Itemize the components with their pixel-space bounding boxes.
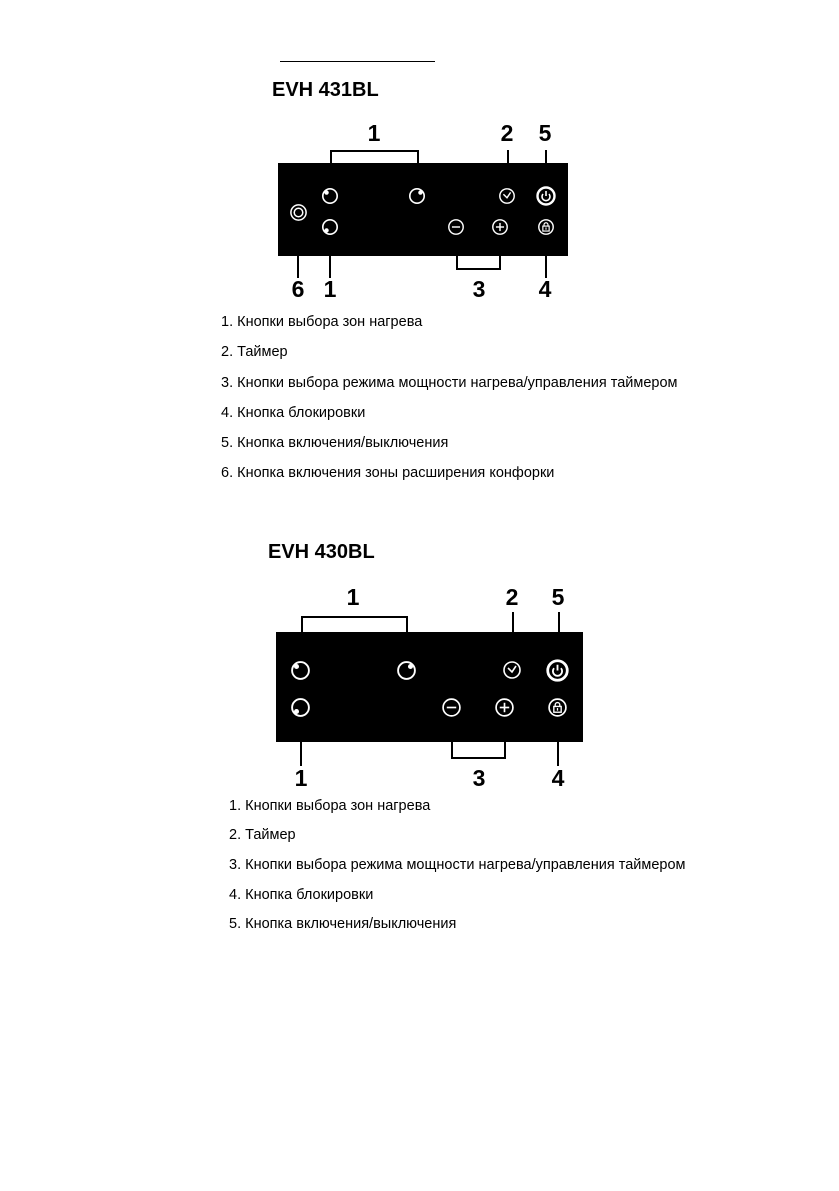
control-panel-evh430bl	[276, 632, 583, 742]
zone-top-right-icon[interactable]	[396, 660, 417, 681]
leader-extension	[297, 226, 299, 278]
bracket-zones-top	[330, 150, 419, 152]
callout-6-extension: 6	[291, 276, 305, 302]
bracket-minus-plus	[451, 757, 506, 759]
legend-item: 6. Кнопка включения зоны расширения конфорки	[221, 465, 555, 481]
legend-item: 5. Кнопка включения/выключения	[221, 435, 449, 451]
leader-minus	[451, 718, 453, 758]
callout-3-minus-plus: 3	[472, 276, 486, 302]
power-icon[interactable]	[546, 659, 569, 682]
legend-item: 5. Кнопка включения/выключения	[229, 916, 457, 932]
zone-top-right-icon[interactable]	[408, 187, 426, 205]
lock-icon[interactable]	[547, 697, 568, 718]
legend-item: 1. Кнопки выбора зон нагрева	[221, 314, 423, 330]
leader-plus	[499, 236, 501, 269]
plus-icon[interactable]	[494, 697, 515, 718]
leader-zone-bottom	[329, 240, 331, 278]
zone-extension-icon[interactable]	[289, 203, 308, 222]
legend-item: 3. Кнопки выбора режима мощности нагрева/управления таймером	[221, 375, 678, 391]
callout-2-timer: 2	[500, 120, 514, 146]
callout-1-zones-bottom: 1	[294, 765, 308, 791]
model-title-evh431bl: EVH 431BL	[272, 79, 379, 101]
legend-item: 4. Кнопка блокировки	[221, 405, 366, 421]
callout-4-lock: 4	[538, 276, 552, 302]
minus-icon[interactable]	[447, 218, 465, 236]
legend-item: 3. Кнопки выбора режима мощности нагрева/управления таймером	[229, 857, 686, 873]
bracket-zones-top	[301, 616, 408, 618]
zone-bottom-left-icon[interactable]	[290, 697, 311, 718]
zone-top-left-icon[interactable]	[290, 660, 311, 681]
leader-lock	[545, 236, 547, 278]
legend-item: 2. Таймер	[221, 344, 288, 360]
plus-icon[interactable]	[491, 218, 509, 236]
callout-5-power: 5	[551, 584, 565, 610]
leader-plus	[504, 718, 506, 758]
timer-icon[interactable]	[498, 187, 516, 205]
zone-top-left-icon[interactable]	[321, 187, 339, 205]
bracket-minus-plus	[456, 268, 501, 270]
leader-zone-bottom	[300, 720, 302, 766]
callout-5-power: 5	[538, 120, 552, 146]
callout-1-zones-top: 1	[367, 120, 381, 146]
zone-bottom-left-icon[interactable]	[321, 218, 339, 236]
legend-item: 4. Кнопка блокировки	[229, 887, 374, 903]
power-icon[interactable]	[536, 186, 556, 206]
callout-4-lock: 4	[551, 765, 565, 791]
lock-icon[interactable]	[537, 218, 555, 236]
leader-minus	[456, 236, 458, 269]
header-rule	[280, 61, 435, 62]
callout-3-minus-plus: 3	[472, 765, 486, 791]
legend-item: 1. Кнопки выбора зон нагрева	[229, 798, 431, 814]
legend-item: 2. Таймер	[229, 827, 296, 843]
minus-icon[interactable]	[441, 697, 462, 718]
timer-icon[interactable]	[502, 660, 522, 680]
callout-1-zones-top: 1	[346, 584, 360, 610]
leader-lock	[557, 720, 559, 766]
model-title-evh430bl: EVH 430BL	[268, 541, 375, 563]
callout-1-zones-bottom: 1	[323, 276, 337, 302]
callout-2-timer: 2	[505, 584, 519, 610]
control-panel-evh431bl	[278, 163, 568, 256]
